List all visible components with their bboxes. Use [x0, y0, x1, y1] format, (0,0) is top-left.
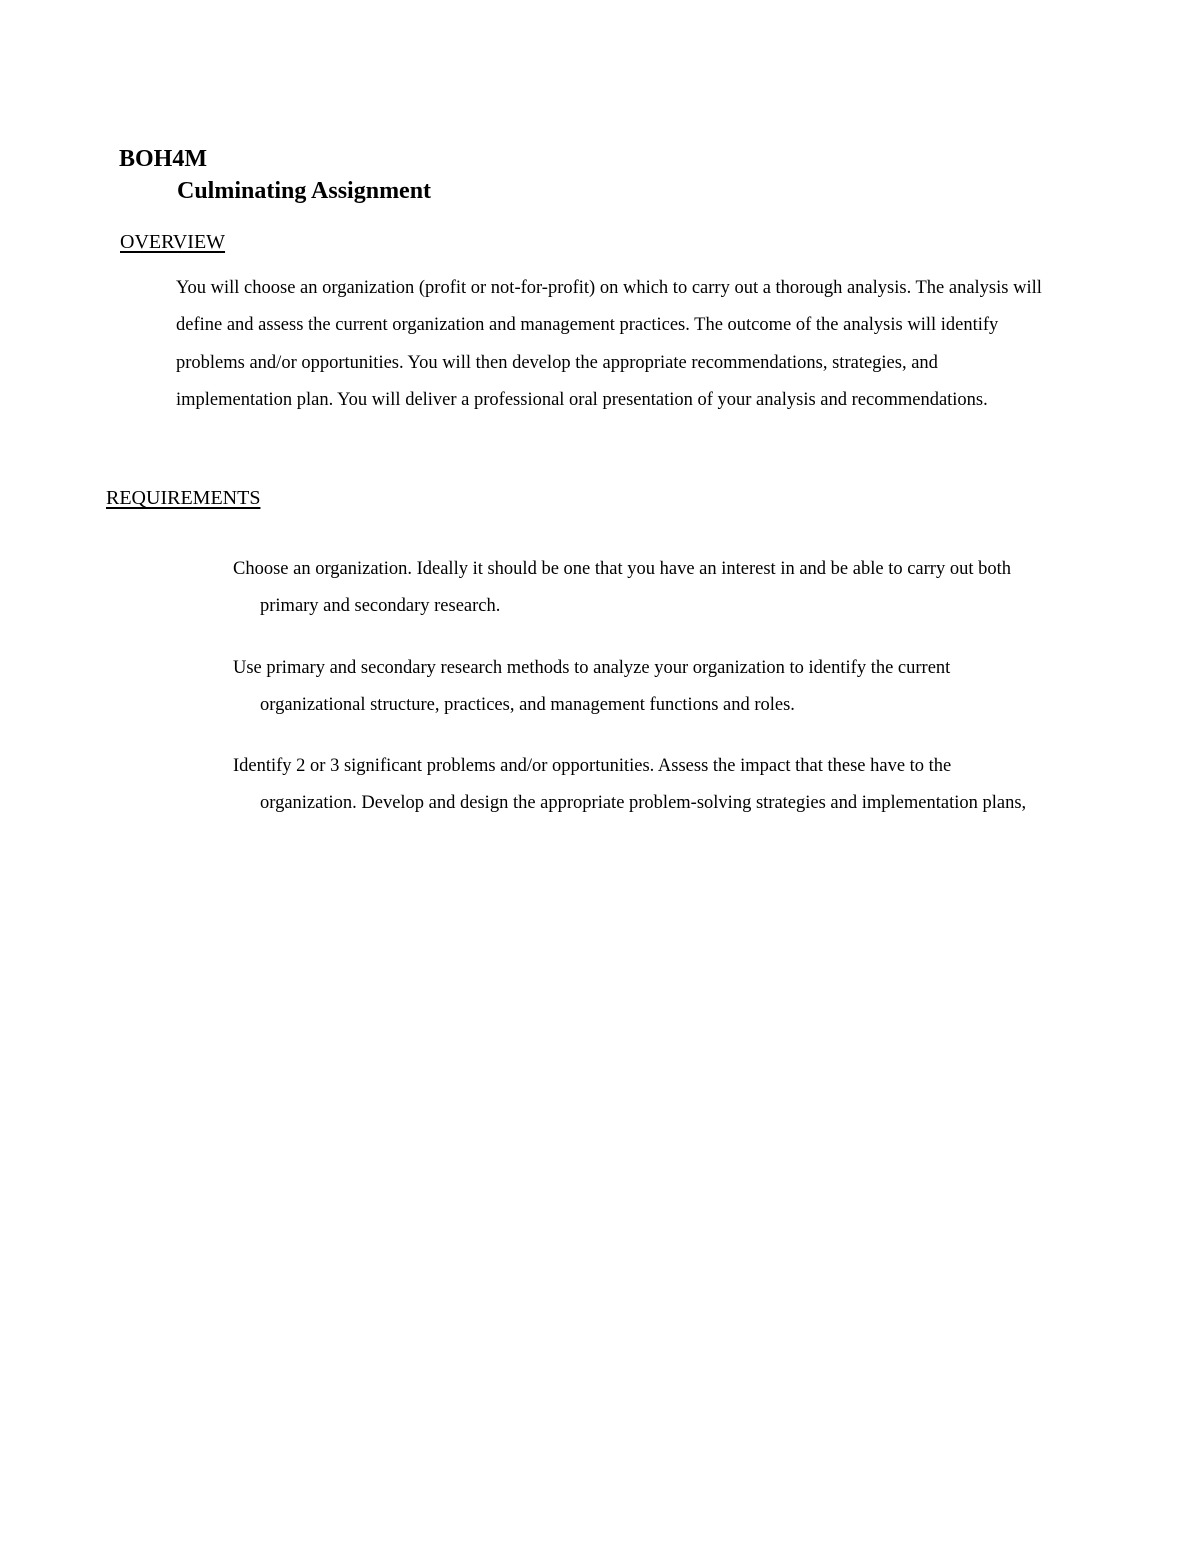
requirements-list: [233, 551, 1033, 847]
requirement-item: Identify 2 or 3 significant problems and/or opportunities. Assess the impact that these have to the organization. Develop and design the appropriate problem-solving strategies and implementation plans,: [233, 756, 1027, 814]
requirements-heading: REQUIREMENTS: [106, 487, 261, 509]
course-code: BOH4M: [119, 146, 207, 172]
overview-paragraph: You will choose an organization (profit or not-for-profit) on which to carry out a thorough analysis. The analysis will define and assess the current organization and management practices. The outcome of the analysis will identify problems and/or opportunities. You will then develop the appropriate recommendations, strategies, and implementation plan. You will deliver a professional oral presentation of your analysis and recommendations.: [176, 278, 1042, 410]
requirement-item: Use primary and secondary research methods to analyze your organization to identify the current organizational structure, practices, and management functions and roles.: [233, 657, 951, 715]
overview-heading: OVERVIEW: [120, 231, 226, 253]
requirement-item: Choose an organization. Ideally it should be one that you have an interest in and be able to carry out both primary and secondary research.: [233, 559, 1011, 617]
document-title: Culminating Assignment: [177, 178, 432, 204]
